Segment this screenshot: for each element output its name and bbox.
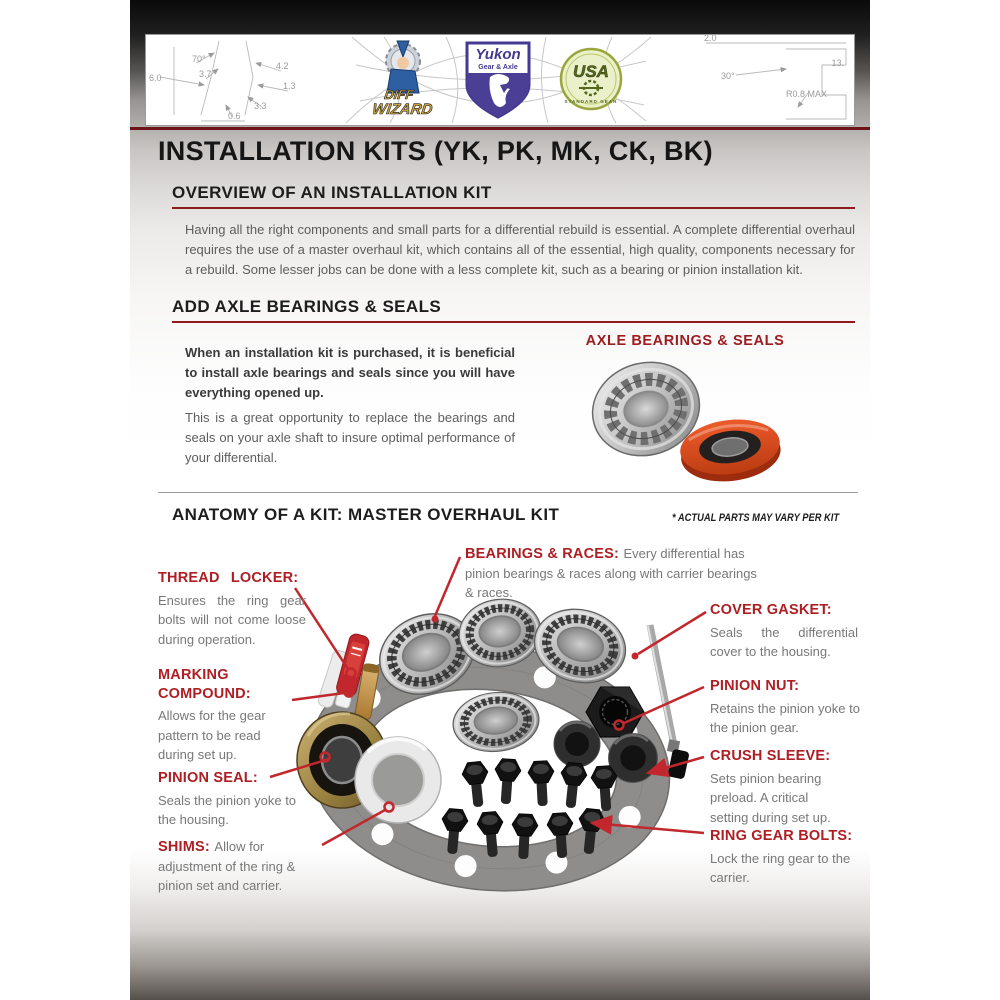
callout-desc: Seals the differential cover to the housing.: [710, 624, 858, 660]
dim-label: 6.0: [149, 73, 162, 83]
yukon-tagline: Gear & Axle: [478, 64, 518, 71]
axle-heading: ADD AXLE BEARINGS & SEALS: [172, 297, 442, 316]
brand-banner: [145, 34, 855, 126]
diff-wizard-wordmark-bottom: WIZARD: [371, 101, 434, 118]
right-dimension-labels: [704, 35, 844, 99]
callout-desc: Ensures the ring gear bolts will not come loose during operation.: [158, 592, 306, 647]
axle-heading-rule: [172, 321, 855, 323]
dim-label: 1.3: [283, 81, 296, 91]
callout-cover-gasket: [710, 601, 858, 662]
callout-desc: Seals the pinion yoke to the housing.: [158, 792, 297, 828]
left-dimension-labels: [149, 54, 296, 121]
overview-heading-rule: [172, 207, 855, 209]
yukon-logo: [467, 43, 529, 117]
shim-illustration: [355, 737, 441, 823]
usa-tagline: STANDARD GEAR: [564, 99, 618, 104]
callout-desc: Allow for adjustment of the ring & pinion set and carrier.: [158, 839, 296, 894]
callout-pinion-seal: [158, 769, 310, 830]
callout-title: CRUSH SLEEVE:: [710, 748, 831, 764]
callout-title: COVER GASKET:: [710, 602, 832, 618]
dim-label: 30°: [721, 71, 735, 81]
right-tech-drawing: [706, 43, 846, 119]
banner-bottom-rule: [130, 127, 870, 130]
callout-thread-locker: [158, 569, 306, 649]
left-tech-drawing: [160, 41, 288, 121]
callout-title: PINION SEAL:: [158, 770, 258, 786]
anatomy-divider: [158, 492, 858, 493]
callout-desc: Retains the pinion yoke to the pinion gear.: [710, 700, 860, 736]
usa-standard-gear-logo: [561, 49, 621, 109]
dim-label: R0.8 MAX: [786, 89, 828, 99]
banner-artwork: [146, 35, 854, 125]
dim-label: 13.: [831, 58, 844, 68]
dim-label: 2.0: [704, 35, 717, 43]
callout-title: THREAD LOCKER:: [158, 570, 299, 586]
callout-shims: [158, 837, 326, 896]
callout-desc: Every differential has pinion bearings & races along with carrier bearings & races.: [465, 546, 757, 601]
callout-bearings-races: [465, 544, 763, 603]
callout-crush-sleeve: [710, 747, 838, 827]
diff-wizard-wordmark-top: DIFF: [383, 87, 415, 102]
yukon-wordmark: Yukon: [475, 46, 521, 63]
dim-label: 0.6: [228, 111, 241, 121]
diff-wizard-logo: [371, 41, 435, 118]
callout-ring-gear-bolts: [710, 827, 865, 888]
dim-label: 3.3: [254, 101, 267, 111]
callout-title: PINION NUT:: [710, 678, 800, 694]
usa-wordmark: USA: [573, 62, 609, 81]
leader-bearings-races: [435, 557, 460, 616]
anatomy-disclaimer: * ACTUAL PARTS MAY VARY PER KIT: [672, 512, 840, 524]
callout-marking-compound: [158, 666, 286, 765]
callout-title: BEARINGS & RACES:: [465, 546, 620, 562]
page-title: INSTALLATION KITS (YK, PK, MK, CK, BK): [158, 136, 713, 166]
axle-bearing-seal-image: [570, 355, 810, 483]
overview-paragraph: Having all the right components and small parts for a differential rebuild is essential. A complete differential overhaul requires the use of a master overhaul kit, which contains all of the essential, high quality, components necessary for a rebuild. Some lesser jobs can be done with a less complete kit, such as a bearing or pinion installation kit.: [185, 222, 855, 278]
axle-body-paragraph: This is a great opportunity to replace the bearings and seals on your axle shaft to insure optimal performance of your differential.: [185, 410, 515, 466]
callout-title: RING GEAR BOLTS:: [710, 828, 853, 844]
callout-title: MARKING COMPOUND:: [158, 667, 251, 702]
anatomy-heading: ANATOMY OF A KIT: MASTER OVERHAUL KIT: [172, 505, 560, 524]
callout-desc: Allows for the gear pattern to be read during set up.: [158, 708, 266, 763]
callout-pinion-nut: [710, 677, 860, 738]
overview-heading: OVERVIEW OF AN INSTALLATION KIT: [172, 183, 492, 202]
dim-label: 4.2: [276, 61, 289, 71]
dim-label: 3.7: [199, 69, 212, 79]
dim-label: 70°: [192, 54, 206, 64]
axle-image-caption: AXLE BEARINGS & SEALS: [585, 333, 785, 349]
callout-desc: Lock the ring gear to the carrier.: [710, 850, 851, 886]
axle-lead-paragraph: When an installation kit is purchased, it is beneficial to install axle bearings and seals since you will have everything opened up.: [185, 345, 515, 401]
callout-title: SHIMS:: [158, 839, 210, 855]
callout-desc: Sets pinion bearing preload. A critical setting during set up.: [710, 770, 831, 825]
